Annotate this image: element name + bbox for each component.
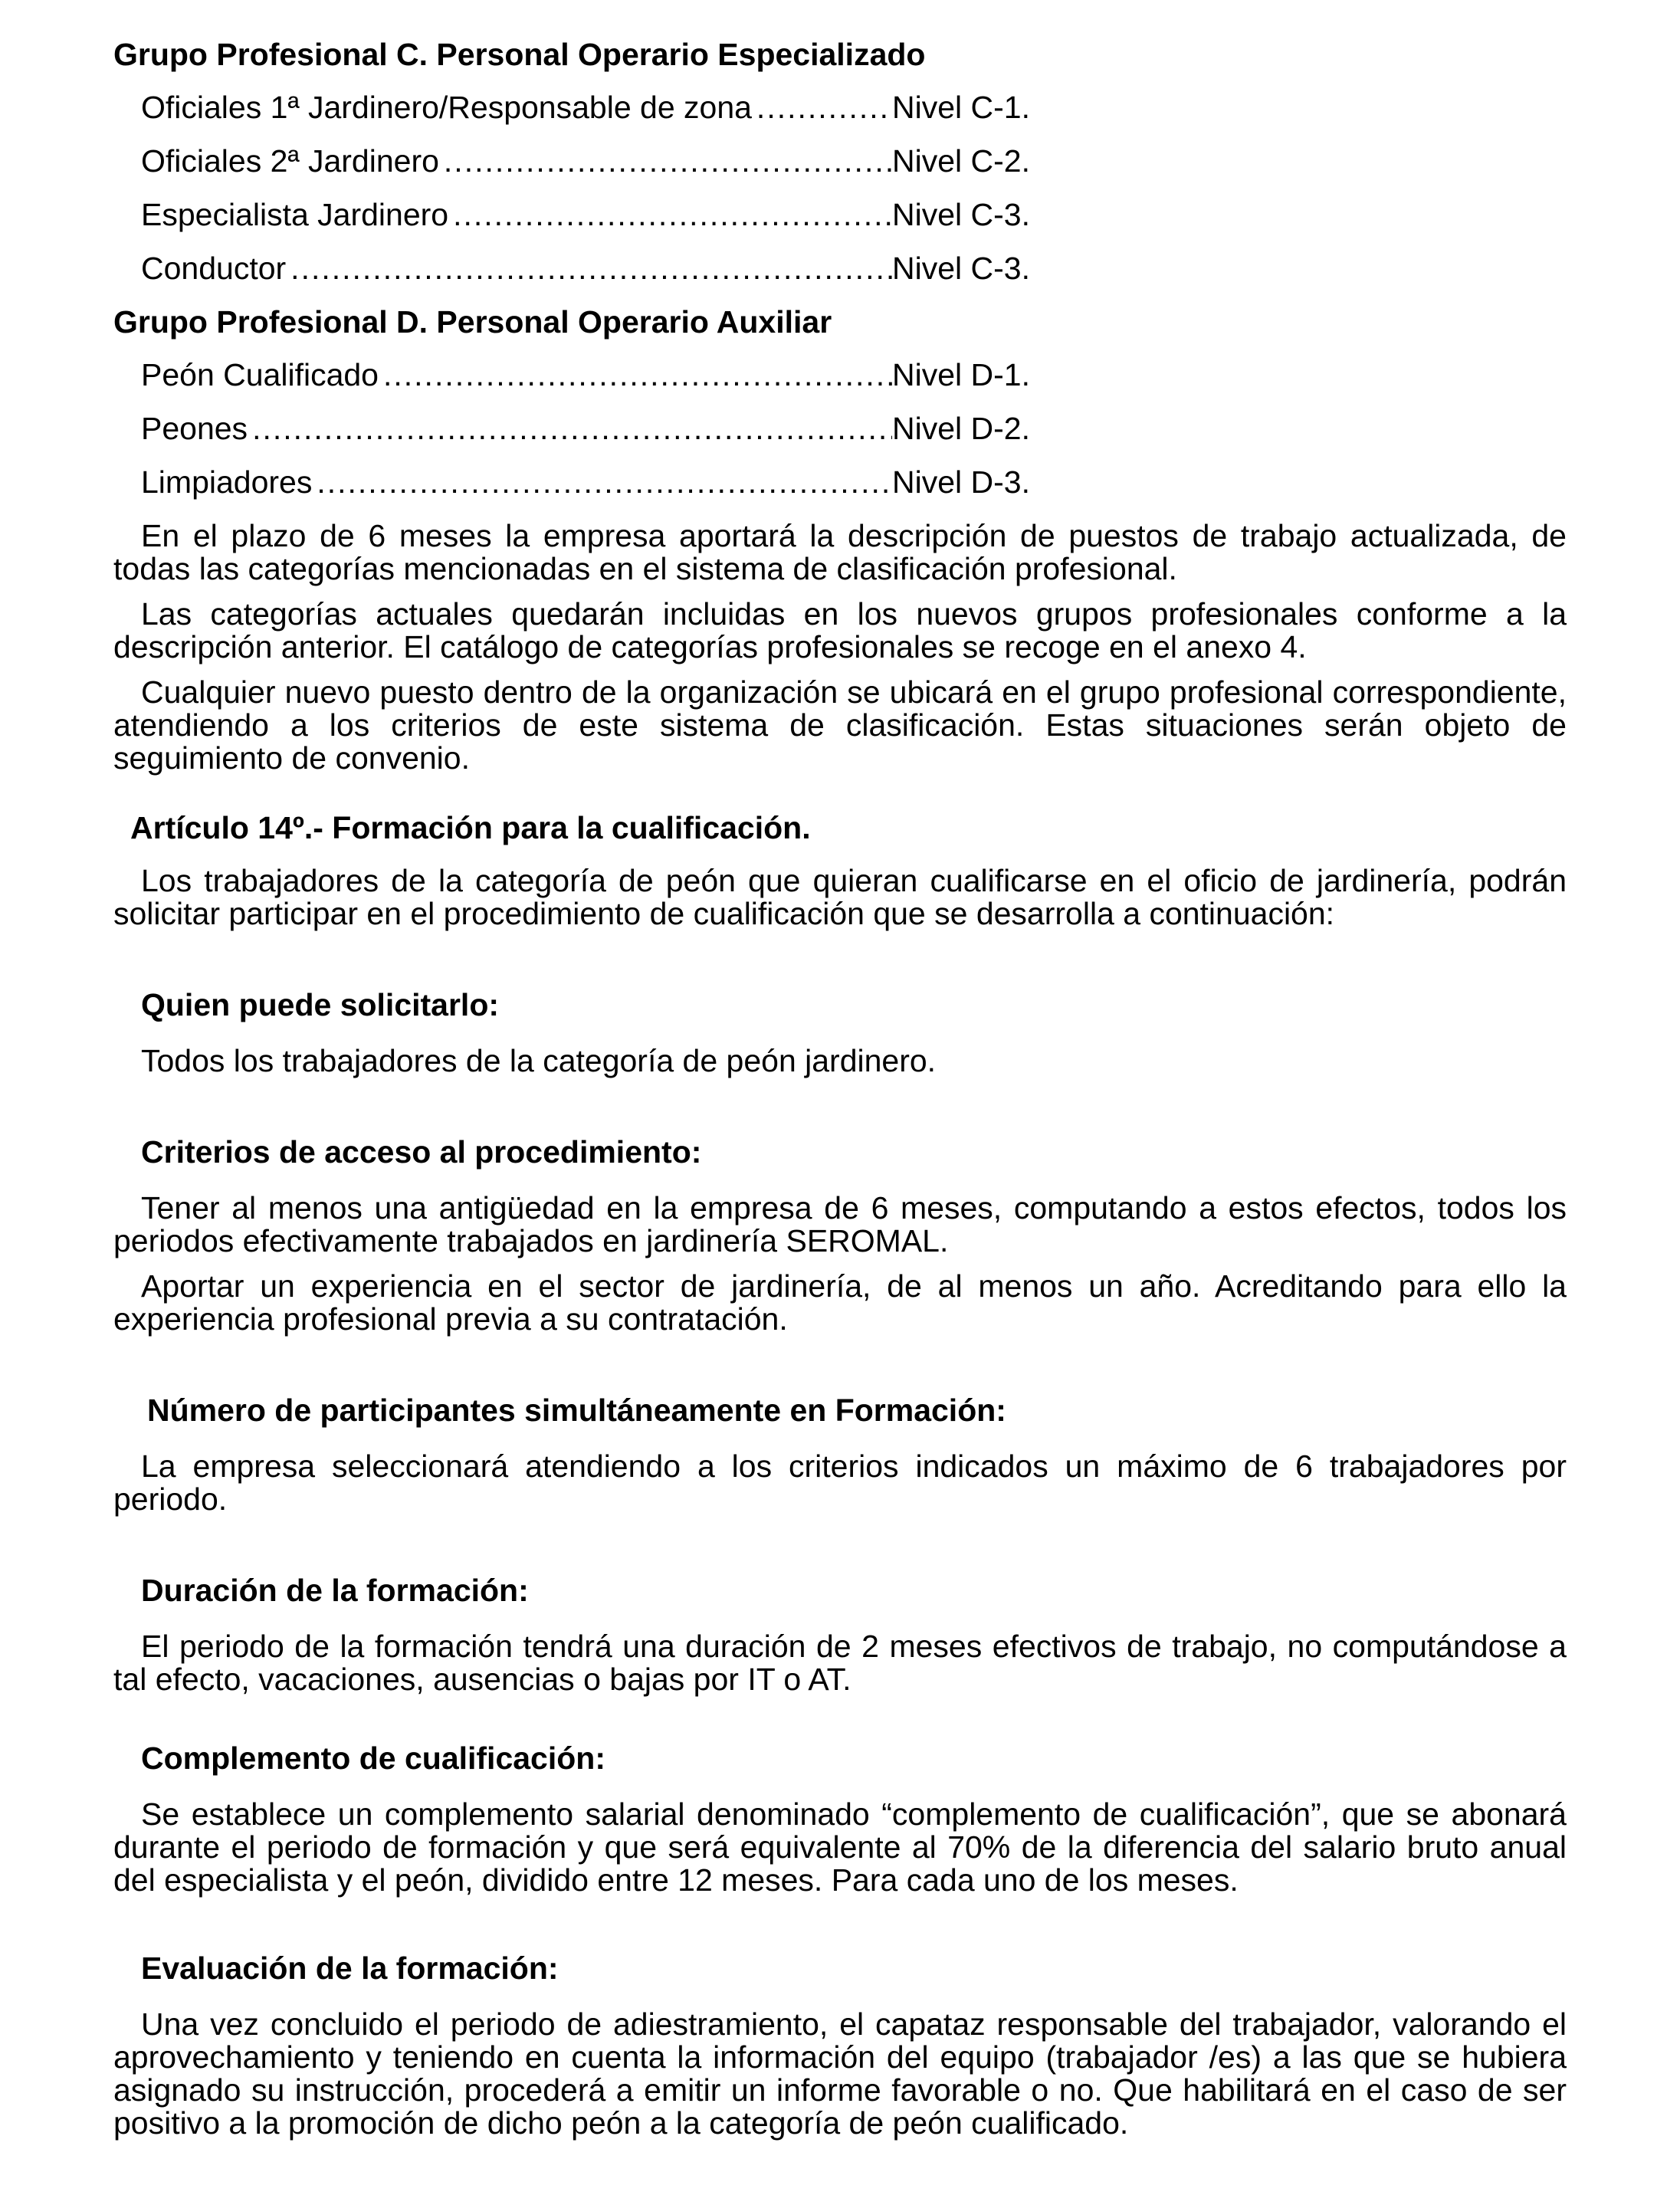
article-14-heading: Artículo 14º.- Formación para la cualificación. — [130, 810, 811, 845]
section-heading-quien-puede-solicitarlo: Quien puede solicitarlo: — [141, 987, 500, 1022]
group-d-list — [113, 359, 1567, 499]
paragraph: Aportar un experiencia en el sector de jardinería, de al menos un año. Acreditando para ello la experiencia profesional previa a su contratación. — [113, 1268, 1567, 1337]
table-row — [141, 466, 1030, 499]
group-c-list — [113, 91, 1567, 285]
tariff-level: Nivel C-1. — [892, 90, 1030, 125]
tariff-level: Nivel D-3. — [892, 464, 1030, 500]
table-row — [141, 145, 1030, 178]
dot-leader — [286, 252, 892, 285]
table-row — [141, 91, 1030, 124]
dot-leader — [379, 359, 892, 392]
table-row — [141, 199, 1030, 231]
tariff-label: Peones — [141, 411, 248, 446]
dot-leader — [448, 199, 892, 231]
tariff-label: Oficiales 2ª Jardinero — [141, 143, 439, 179]
section-heading-evaluacion-de-la-formacion: Evaluación de la formación: — [141, 1951, 559, 1986]
section-heading-complemento-de-cualificacion: Complemento de cualificación: — [141, 1741, 605, 1776]
dot-leader — [312, 466, 892, 499]
tariff-level: Nivel D-2. — [892, 411, 1030, 446]
tariff-label: Limpiadores — [141, 464, 313, 500]
tariff-level: Nivel C-3. — [892, 251, 1030, 286]
tariff-label: Oficiales 1ª Jardinero/Responsable de zona — [141, 90, 752, 125]
section-heading-numero-de-participantes: Número de participantes simultáneamente en Formación: — [147, 1393, 1006, 1428]
tariff-label: Conductor — [141, 251, 287, 286]
table-row — [141, 252, 1030, 285]
paragraph: Todos los trabajadores de la categoría de peón jardinero. — [141, 1043, 937, 1078]
tariff-level: Nivel C-3. — [892, 197, 1030, 232]
article-intro-paragraph: Los trabajadores de la categoría de peón que quieran cualificarse en el oficio de jardinería, podrán solicitar participar en el procedimiento de cualificación que se desarrolla a continuación: — [113, 863, 1567, 931]
tariff-level: Nivel C-2. — [892, 143, 1030, 179]
tariff-label: Especialista Jardinero — [141, 197, 449, 232]
table-row — [141, 412, 1030, 445]
tariff-label: Peón Cualificado — [141, 357, 379, 392]
section-heading-duracion-de-la-formacion: Duración de la formación: — [141, 1573, 529, 1608]
group-c-heading: Grupo Profesional C. Personal Operario Especializado — [113, 37, 926, 72]
dot-leader — [248, 412, 892, 445]
dot-leader — [439, 145, 892, 178]
paragraph: Se establece un complemento salarial denominado “complemento de cualificación”, que se abonará durante el periodo de formación y que será equivalente al 70% de la diferencia del salario bruto anual del especialista y el peón, dividido entre 12 meses. Para cada uno de los meses. — [113, 1796, 1567, 1898]
paragraph: Las categorías actuales quedarán incluidas en los nuevos grupos profesionales conforme a la descripción anterior. El catálogo de categorías profesionales se recoge en el anexo 4. — [113, 596, 1567, 664]
paragraph: El periodo de la formación tendrá una duración de 2 meses efectivos de trabajo, no computándose a tal efecto, vacaciones, ausencias o bajas por IT o AT. — [113, 1629, 1567, 1697]
section-heading-criterios-de-acceso: Criterios de acceso al procedimiento: — [141, 1134, 702, 1170]
paragraph: En el plazo de 6 meses la empresa aportará la descripción de puestos de trabajo actualizada, de todas las categorías mencionadas en el sistema de clasificación profesional. — [113, 518, 1567, 586]
table-row — [141, 359, 1030, 392]
group-d-heading: Grupo Profesional D. Personal Operario Auxiliar — [113, 304, 832, 340]
paragraph: Cualquier nuevo puesto dentro de la organización se ubicará en el grupo profesional correspondiente, atendiendo a los criterios de este sistema de clasificación. Estas situaciones serán objeto de seguimiento de convenio. — [113, 674, 1567, 776]
paragraph: La empresa seleccionará atendiendo a los criterios indicados un máximo de 6 trabajadores por periodo. — [113, 1449, 1567, 1517]
dot-leader — [752, 91, 892, 124]
paragraph: Una vez concluido el periodo de adiestramiento, el capataz responsable del trabajador, valorando el aprovechamiento y teniendo en cuenta la información del equipo (trabajador /es) a las que se hubiera asignado su instrucción, procederá a emitir un informe favorable o no. Que habilitará en el caso de ser positivo a la promoción de dicho peón a la categoría de peón cualificado. — [113, 2006, 1567, 2141]
tariff-level: Nivel D-1. — [892, 357, 1030, 392]
paragraph: Tener al menos una antigüedad en la empresa de 6 meses, computando a estos efectos, todos los periodos efectivamente trabajados en jardinería SEROMAL. — [113, 1190, 1567, 1258]
